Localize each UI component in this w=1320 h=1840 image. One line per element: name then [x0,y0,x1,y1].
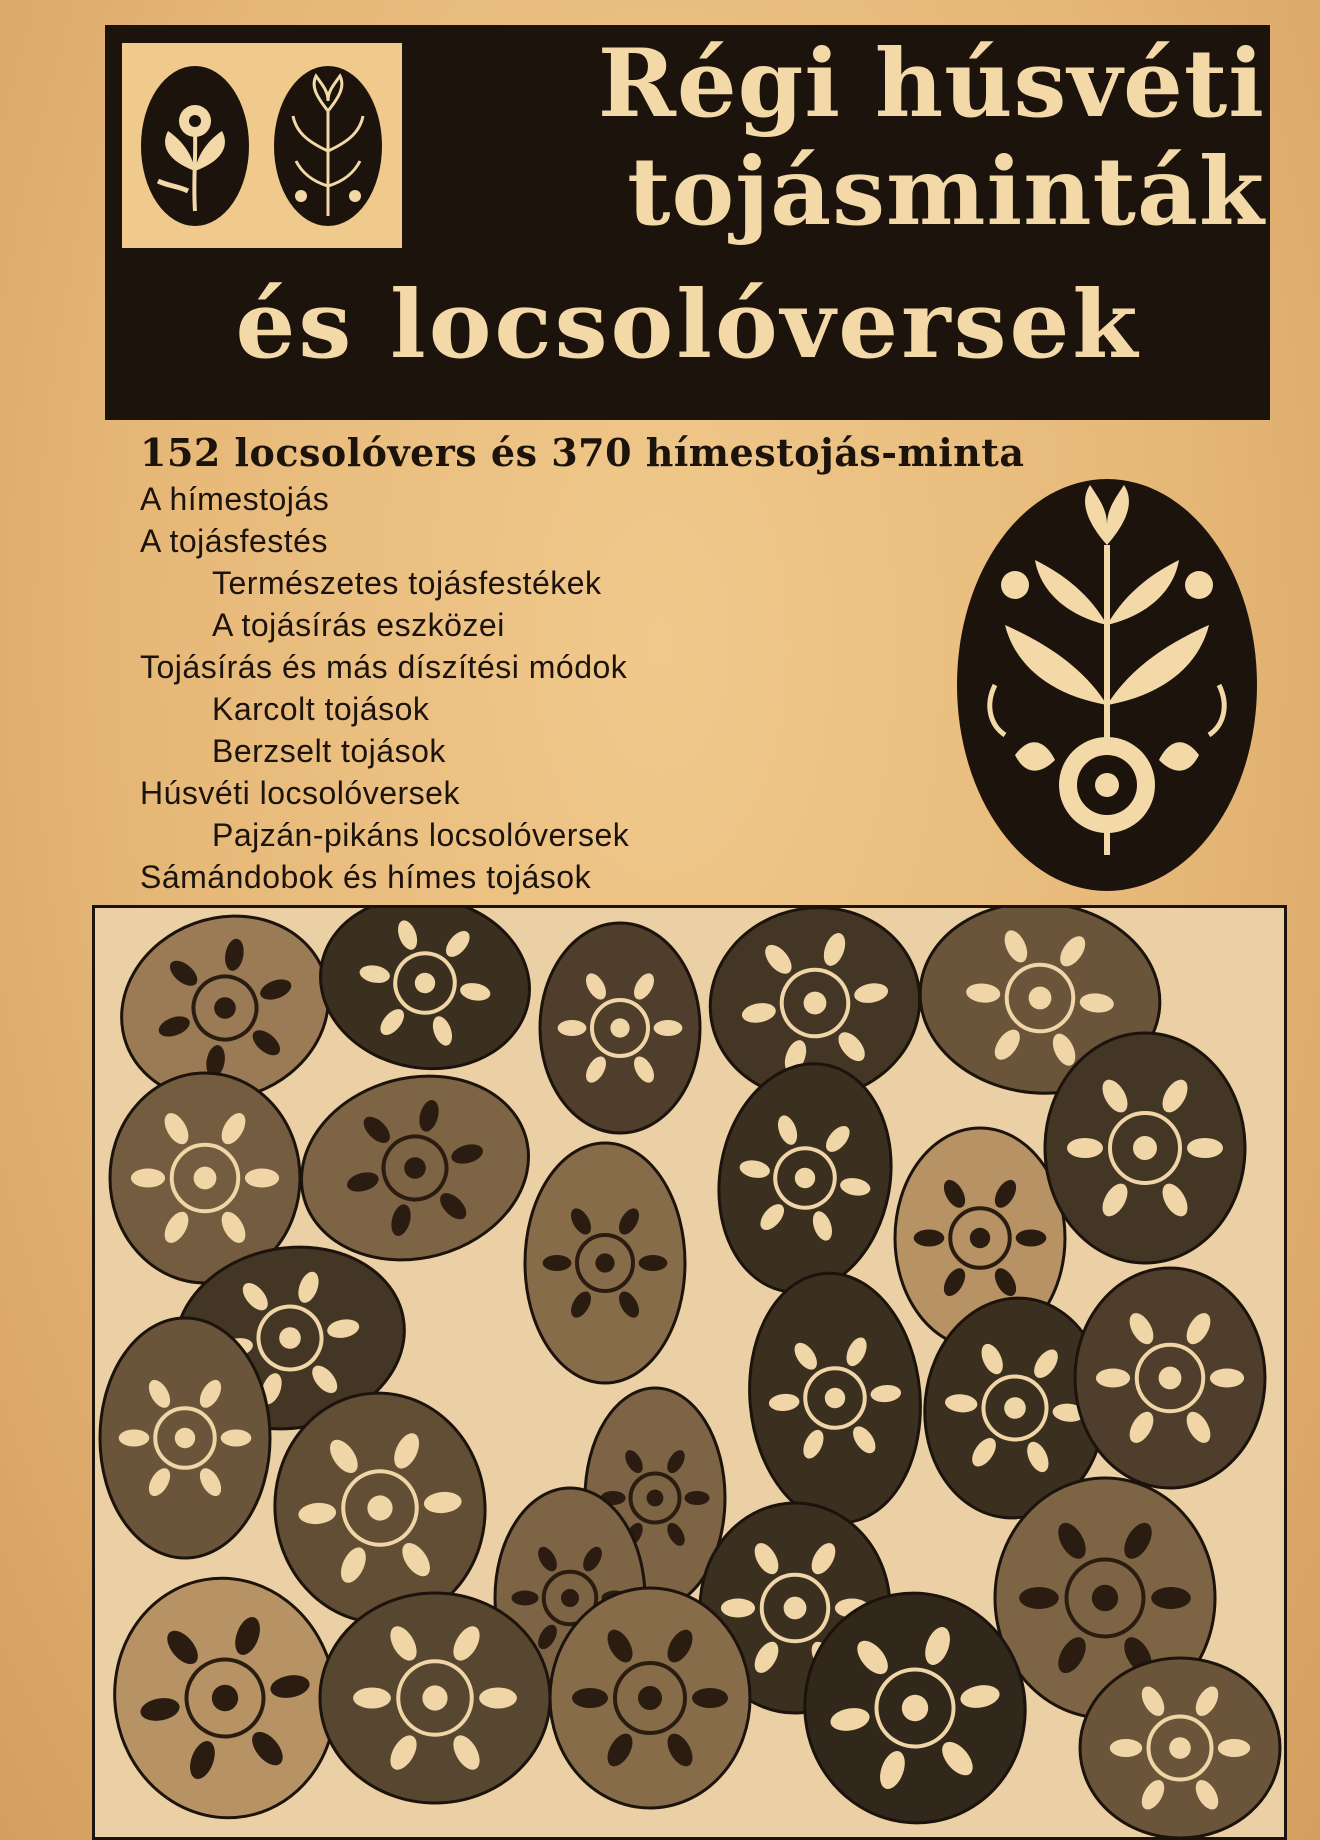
title-banner [105,25,1270,420]
decorated-egg [307,908,543,1085]
subtitle: 152 locsolóvers és 370 hímestojás-minta [140,430,1025,475]
contents-subitem: Karcolt tojások [212,691,430,727]
decorated-egg [540,923,700,1133]
decorated-egg [739,1266,930,1530]
contents-subitem: A tojásírás eszközei [212,607,505,643]
contents-item: A tojásfestés [140,523,328,559]
decorated-egg [96,1561,354,1836]
eggs-collage [95,908,1284,1837]
decorated-egg-icon [138,61,253,231]
contents-subitem: Pajzán-pikáns locsolóversek [212,817,630,853]
folk-flower-egg-icon [955,475,1260,895]
decorated-egg [1080,1658,1280,1837]
title-line-1: Régi húsvéti [597,29,1265,139]
contents-subitem: Természetes tojásfestékek [212,565,602,601]
decorated-egg [100,1318,270,1558]
decorated-eggs-photo [92,905,1287,1840]
title-lines-1-2 [405,30,1265,246]
decorated-egg [320,1593,550,1803]
decorated-egg-icon [271,61,386,231]
title-line-2: tojásminták [627,137,1265,247]
decorated-egg [1075,1268,1265,1488]
contents-subitem: Berzselt tojások [212,733,446,769]
decorated-egg [701,1050,908,1306]
decorated-egg [1045,1033,1245,1263]
contents-item: A hímestojás [140,481,330,517]
decorated-egg [525,1143,685,1383]
contents-list [140,478,920,898]
contents-item: Sámándobok és hímes tojások [140,859,592,895]
contents-item: Húsvéti locsolóversek [140,775,460,811]
decorated-egg [550,1588,750,1808]
title-egg-inset [122,43,402,248]
title-line-3: és locsolóversek [235,270,1141,380]
contents-item: Tojásírás és más díszítési módok [140,649,628,685]
